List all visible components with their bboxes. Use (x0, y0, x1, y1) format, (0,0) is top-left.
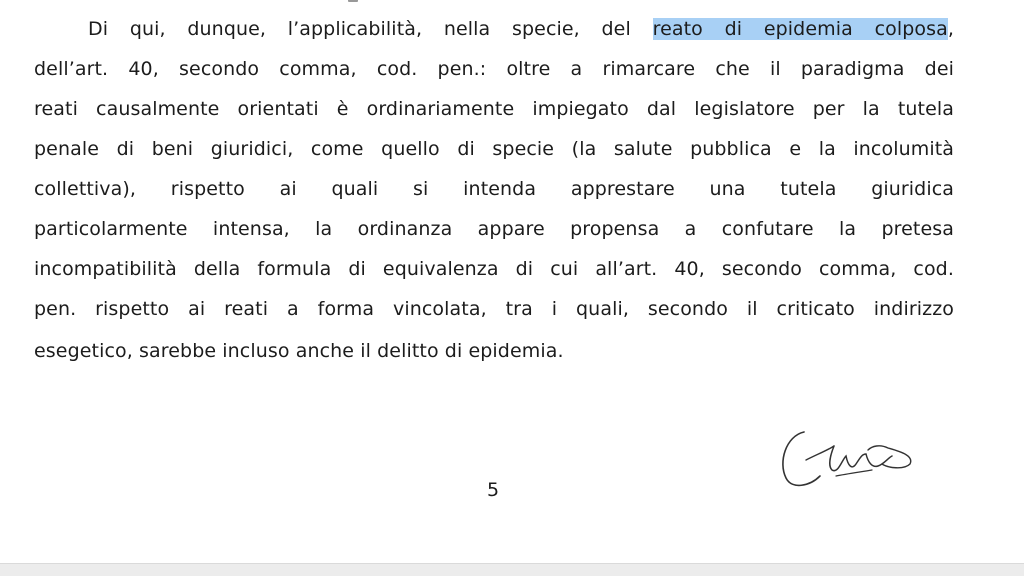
highlighted-text[interactable]: reato di epidemia colposa (652, 18, 948, 40)
paragraph-line-5: collettiva), rispetto ai quali si intenda apprestare una tutela giuridica (34, 178, 954, 200)
paragraph-line-9: esegetico, sarebbe incluso anche il delitto di epidemia. (34, 340, 564, 362)
paragraph-line-6: particolarmente intensa, la ordinanza appare propensa a confutare la pretesa (34, 218, 954, 240)
line-1-after: , (947, 18, 955, 40)
paragraph-line-7: incompatibilità della formula di equivalenza di cui all’art. 40, secondo comma, cod. (34, 258, 954, 280)
line-1-before: Di qui, dunque, l’applicabilità, nella specie, del (88, 18, 653, 40)
paragraph-line-4: penale di beni giuridici, come quello di specie (la salute pubblica e la incolumità (34, 138, 954, 160)
page-number: 5 (487, 479, 500, 501)
viewer-bottom-edge (0, 563, 1024, 576)
paragraph-line-1 (88, 17, 954, 41)
paragraph-line-2: dell’art. 40, secondo comma, cod. pen.: oltre a rimarcare che il paradigma dei (34, 58, 954, 80)
paragraph-line-8: pen. rispetto ai reati a forma vincolata, tra i quali, secondo il criticato indirizzo (34, 298, 954, 320)
paragraph-line-3: reati causalmente orientati è ordinariamente impiegato dal legislatore per la tutela (34, 98, 954, 120)
handwritten-signature (776, 420, 918, 500)
cropped-text-fragment (348, 0, 358, 2)
